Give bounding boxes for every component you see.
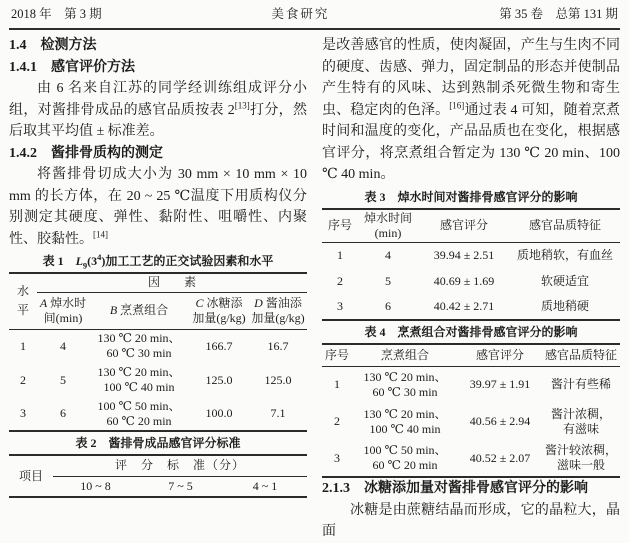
table-row — [322, 403, 620, 440]
table-row — [322, 366, 620, 403]
table-cell: 酱汁浓稠， 有滋味 — [550, 406, 611, 436]
paragraph-texture-method — [9, 164, 307, 250]
table-cell: 7 ~ 5 — [168, 478, 193, 493]
table3-caption: 表 3 焯水时间对酱排骨感官评分的影响 — [364, 189, 578, 204]
table-cell-feature-header: 感官品质特征 — [510, 209, 620, 243]
section-heading-2-1-3: 2.1.3 冰糖添加量对酱排骨感官评分的影响 — [322, 481, 588, 496]
table4-caption: 表 4 烹煮组合对酱排骨感官评分的影响 — [364, 325, 578, 339]
table-cell: 1 — [337, 247, 343, 262]
table-cell: 10 ~ 8 — [80, 478, 111, 493]
table-cell-feature-header: 感官品质特征 — [542, 344, 620, 366]
table-cell-score-header: 感官评分 — [418, 209, 510, 243]
table-cell: 4 — [60, 338, 66, 353]
caption-math-letter: L — [75, 254, 83, 268]
caption-text: )加工工艺的正交试验因素和水平 — [101, 254, 274, 268]
table-cell: 125.0 — [264, 372, 292, 387]
table-cell-score-header: 感官评分 — [458, 344, 542, 366]
right-column — [322, 35, 620, 543]
running-head — [9, 4, 620, 30]
table-cell-col-d: D 酱油添加量(g/kg) — [249, 292, 307, 329]
reference-marker-13: [13] — [234, 99, 250, 110]
table-cell: 4 — [385, 247, 391, 262]
table-cell: 酱汁较浓稠， 滋味一般 — [544, 443, 617, 472]
table-cell: 1 — [20, 338, 26, 353]
table-cell: 16.7 — [267, 338, 289, 353]
table-cell-level-header: 水平 — [9, 273, 37, 329]
table-row — [322, 268, 620, 294]
paragraph-text: 通过表 4 可知，随着烹煮时间和温度的变化，产品品质也在变化，根据感官评分，将烹煮组合暂定为 130 ℃ 20 min、100 ℃ 40 min。 — [322, 102, 621, 182]
table-cell: 39.94 ± 2.51 — [433, 247, 495, 262]
paragraph-text: 是改善感官的性质，使肉凝固，产生与生肉不同的硬度、齿感、弹力，固定制品的形态并使制品产生特有的风味、达到熟制杀死微生物和寄生虫、稳定肉的色泽。 — [322, 38, 620, 118]
table-cell: 130 ℃ 20 min、 60 ℃ 30 min — [363, 369, 447, 399]
table-orthogonal-factors — [9, 272, 307, 432]
table-row — [9, 397, 307, 431]
table-blanching-time — [322, 208, 620, 322]
table-row — [9, 476, 307, 497]
header-volume: 第 35 卷 总第 131 期 — [499, 7, 618, 21]
caption-text: (3 — [87, 254, 98, 268]
table-cell: 质地稍软，有血丝 — [516, 247, 613, 262]
table-cell: 40.52 ± 2.07 — [469, 450, 531, 465]
table-cell-col-a: A 焯水时间(min) — [37, 292, 89, 329]
table-cell: 125.0 — [205, 372, 233, 387]
table-cell-col-b: B 烹煮组合 — [89, 292, 189, 329]
table-cell: 4 ~ 1 — [252, 478, 278, 493]
table-row — [9, 363, 307, 397]
table-cell-col-c: C 冰糖添加量(g/kg) — [189, 292, 249, 329]
table-cell: 130 ℃ 20 min、 100 ℃ 40 min — [363, 406, 447, 436]
table-cell: 7.1 — [270, 406, 286, 420]
table-cooking-combo — [322, 343, 620, 478]
table-cell: 100 ℃ 50 min、 60 ℃ 20 min — [97, 398, 181, 428]
table-row — [322, 294, 620, 320]
table-cell: 100.0 — [205, 406, 233, 420]
caption-superscript: 4 — [97, 252, 102, 262]
reference-marker-16: [16] — [449, 99, 465, 110]
header-issue: 2018 年 第 3 期 — [11, 7, 102, 21]
table-row — [322, 242, 620, 268]
table-cell: 130 ℃ 20 min、 100 ℃ 40 min — [97, 365, 181, 394]
table-cell: 6 — [385, 299, 391, 313]
caption-subscript: 9 — [82, 260, 88, 271]
table-cell: 1 — [334, 377, 340, 392]
table-cell: 2 — [334, 414, 340, 428]
table-row — [9, 329, 307, 363]
table-cell-time-header: 焯水时间 (min) — [358, 209, 418, 243]
table-cell: 40.69 ± 1.69 — [433, 273, 495, 288]
table-cell-combo-header: 烹煮组合 — [352, 344, 458, 366]
table-cell: 2 — [20, 372, 26, 387]
table-cell: 2 — [337, 273, 343, 288]
section-heading-1-4-1: 1.4.1 感官评价方法 — [9, 59, 135, 75]
table-cell: 40.56 ± 2.94 — [469, 414, 531, 428]
table2-caption: 表 2 酱排骨成品感官评分标准 — [75, 436, 241, 450]
paragraph-sugar: 冰糖是由蔗糖结晶而形成，它的晶粒大，晶面 — [322, 502, 620, 539]
table-cell: 130 ℃ 20 min、 60 ℃ 30 min — [97, 331, 181, 361]
table1-caption — [9, 254, 307, 269]
paragraph-text: 打分，然后取其平均值 ± 标准差。 — [9, 102, 308, 139]
table-cell: 酱汁有些稀 — [550, 377, 611, 392]
reference-marker-14: [14] — [93, 228, 108, 239]
paragraph-text: 由 6 名来自江苏的同学经训练组成评分小组，对酱排骨成品的感官品质按表 2 — [9, 81, 307, 118]
table-cell: 质地稍硬 — [540, 299, 589, 313]
table-cell: 3 — [20, 406, 26, 420]
caption-text: 表 1 — [42, 254, 76, 268]
table-scoring-standard — [9, 454, 307, 498]
table-cell-item-header: 项目 — [18, 468, 43, 483]
table-cell: 6 — [60, 406, 66, 420]
paragraph-cooking-discussion — [322, 35, 620, 186]
header-journal-title: 美食研究 — [271, 7, 330, 21]
table-cell-no-header: 序号 — [322, 344, 352, 366]
paragraph-text: 将酱排骨切成大小为 30 mm × 10 mm × 10 mm 的长方体，在 20 ~ 25 ℃温度下用质构仪分别测定其硬度、弹性、黏附性、咀嚼性、内聚性、胶黏性。 — [9, 167, 307, 247]
paragraph-sensory-method — [9, 78, 307, 143]
table-cell: 3 — [337, 299, 343, 313]
table-row — [322, 440, 620, 477]
two-column-body — [9, 35, 620, 543]
table-cell: 软硬适宜 — [540, 273, 589, 288]
table-cell: 40.42 ± 2.71 — [433, 299, 495, 313]
left-column — [9, 35, 307, 543]
table-cell-no-header: 序号 — [322, 209, 358, 243]
table-cell-factor-header: 因 素 — [37, 273, 307, 292]
section-heading-1-4-2: 1.4.2 酱排骨质构的测定 — [9, 145, 163, 161]
table-cell-score-header: 评 分 标 准（分） — [53, 455, 307, 476]
section-heading-1-4: 1.4 检测方法 — [9, 38, 97, 53]
table-cell: 166.7 — [205, 338, 233, 353]
table-cell: 39.97 ± 1.91 — [469, 377, 531, 392]
table-cell: 5 — [60, 372, 66, 387]
table-cell: 3 — [334, 450, 340, 465]
table-cell: 5 — [385, 273, 391, 288]
table-cell: 100 ℃ 50 min、 60 ℃ 20 min — [363, 443, 447, 472]
